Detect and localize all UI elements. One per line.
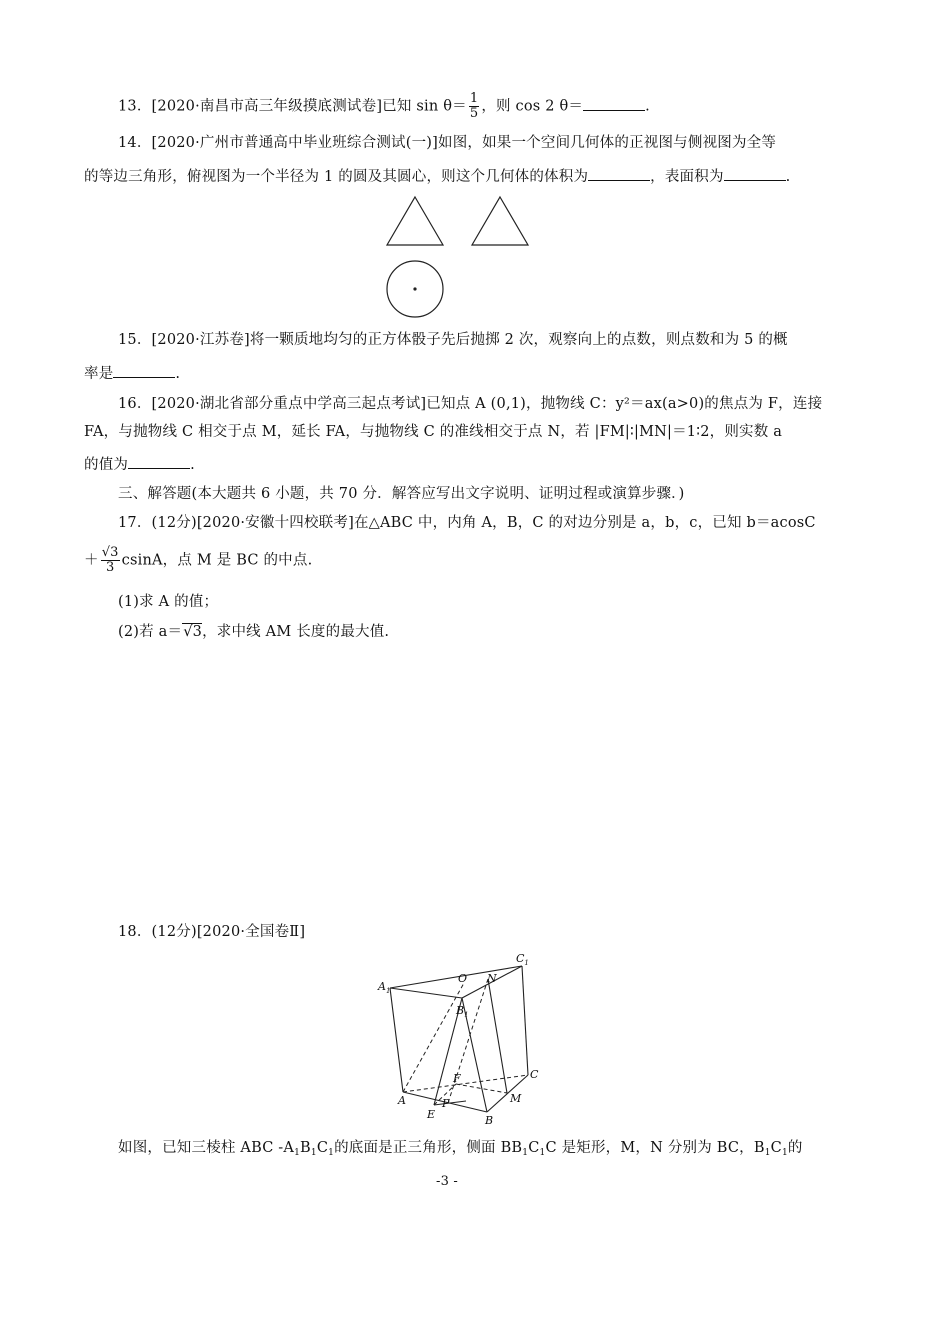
question-16-line3 — [84, 454, 195, 475]
q16-line3a: 的值为 — [84, 457, 129, 473]
edge-A1B1 — [390, 988, 462, 998]
label-B: B — [485, 1114, 494, 1127]
q13-fraction — [469, 92, 479, 121]
q18-text-b: B — [300, 1140, 311, 1156]
q17-fraction — [101, 546, 120, 575]
side-view-triangle — [472, 197, 528, 245]
question-16-line1: 16．[2020·湖北省部分重点中学高三起点考试]已知点 A (0,1)，抛物线 C：y²＝ax(a>0)的焦点为 F，连接 — [118, 396, 823, 412]
label-P: P — [442, 1097, 450, 1110]
label-N: N — [487, 972, 497, 985]
label-M: M — [510, 1092, 522, 1105]
q13-suffix: ，则 cos 2 θ＝ — [481, 98, 584, 115]
q14-line2c: . — [785, 169, 791, 185]
label-A: A — [398, 1094, 406, 1107]
label-A1: $A_1$ — [378, 980, 391, 995]
edge-AC-hidden — [403, 1075, 528, 1092]
label-C: C — [530, 1068, 539, 1081]
edge-BC — [487, 1075, 528, 1112]
q16-answer-blank — [128, 454, 190, 469]
q17-line2-rest: csinA，点 M 是 BC 的中点. — [121, 552, 313, 569]
sub-1: 1 — [764, 1148, 771, 1158]
q17-frac-num: √3 — [101, 545, 119, 560]
q18-text-f: C 是矩形，M，N 分别为 BC，B — [545, 1140, 765, 1156]
question-17-part2 — [118, 622, 389, 642]
q13-end: . — [645, 98, 650, 115]
question-15-line1: 15．[2020·江苏卷]将一颗质地均匀的正方体骰子先后抛掷 2 次，观察向上的点数，则点数和为 5 的概 — [118, 332, 788, 348]
label-O: O — [458, 972, 468, 985]
page-number: -3 - — [436, 1174, 458, 1189]
question-14-line2 — [84, 166, 790, 187]
question-18-title: 18．(12分)[2020·全国卷Ⅱ] — [118, 924, 306, 940]
segment-EP — [434, 1101, 466, 1105]
circle-center-dot — [413, 287, 416, 290]
q13-frac-num: 1 — [469, 91, 479, 106]
question-17-part1: (1)求 A 的值； — [118, 594, 219, 610]
question-16-line2: FA，与抛物线 C 相交于点 M，延长 FA，与抛物线 C 的准线相交于点 N，若 |FM|∶|MN|＝1∶2，则实数 a — [84, 424, 783, 440]
q15-line2a: 率是 — [84, 366, 114, 382]
q13-answer-blank — [583, 96, 645, 111]
sub-1: 1 — [522, 1148, 529, 1158]
label-F: F — [453, 1072, 461, 1085]
q18-text-h: 的 — [787, 1140, 803, 1156]
edge-AA1 — [390, 988, 403, 1092]
label-C1: $C_1$ — [516, 952, 529, 967]
q13-text: 13．[2020·南昌市高三年级摸底测试卷]已知 sin θ＝ — [118, 98, 467, 115]
prism-figure — [370, 952, 550, 1130]
q17-part2a: (2)若 a＝ — [118, 624, 183, 640]
label-B1: $B_1$ — [456, 1004, 469, 1019]
q14-area-blank — [724, 166, 786, 181]
question-18-text — [118, 1138, 803, 1163]
section-3-heading: 三、解答题(本大题共 6 小题，共 70 分．解答应写出文字说明、证明过程或演算步骤．) — [118, 486, 685, 502]
q18-text-a: 如图，已知三棱柱 ABC -A — [118, 1140, 295, 1156]
q17-plus: ＋ — [84, 552, 99, 569]
q17-frac-den: 3 — [105, 560, 115, 575]
q14-line2a: 的等边三角形，俯视图为一个半径为 1 的圆及其圆心，则这个几何体的体积为 — [84, 169, 589, 185]
segment-NM — [488, 979, 507, 1093]
three-view-figure — [380, 190, 540, 320]
q18-text-e: C — [528, 1140, 540, 1156]
q17-part2c: ，求中线 AM 长度的最大值. — [202, 624, 390, 640]
q18-text-c: C — [316, 1140, 329, 1156]
sub-1: 1 — [328, 1148, 335, 1158]
sub-1: 1 — [539, 1148, 546, 1158]
question-15-line2 — [84, 363, 180, 384]
question-17-line1: 17．(12分)[2020·安徽十四校联考]在△ABC 中，内角 A，B，C 的对边分别是 a，b，c，已知 b＝acosC — [118, 515, 816, 531]
question-14-line1: 14．[2020·广州市普通高中毕业班综合测试(一)]如图，如果一个空间几何体的正视图与侧视图为全等 — [118, 135, 777, 151]
q18-text-g: C — [770, 1140, 782, 1156]
sub-1: 1 — [310, 1148, 317, 1158]
q18-text-d: 的底面是正三角形，侧面 BB — [334, 1140, 523, 1156]
q14-volume-blank — [588, 166, 650, 181]
q13-frac-den: 5 — [469, 106, 479, 121]
sub-1: 1 — [781, 1148, 788, 1158]
q16-line3b: . — [190, 457, 195, 473]
edge-CC1 — [522, 966, 528, 1075]
q14-line2b: ，表面积为 — [650, 169, 724, 185]
q15-answer-blank — [113, 363, 175, 378]
question-17-line2 — [84, 546, 312, 575]
question-13 — [118, 92, 650, 121]
front-view-triangle — [387, 197, 443, 245]
q17-sqrt3: √3 — [183, 624, 203, 640]
sub-1: 1 — [294, 1148, 301, 1158]
q15-line2b: . — [175, 366, 181, 382]
label-E: E — [427, 1108, 436, 1121]
